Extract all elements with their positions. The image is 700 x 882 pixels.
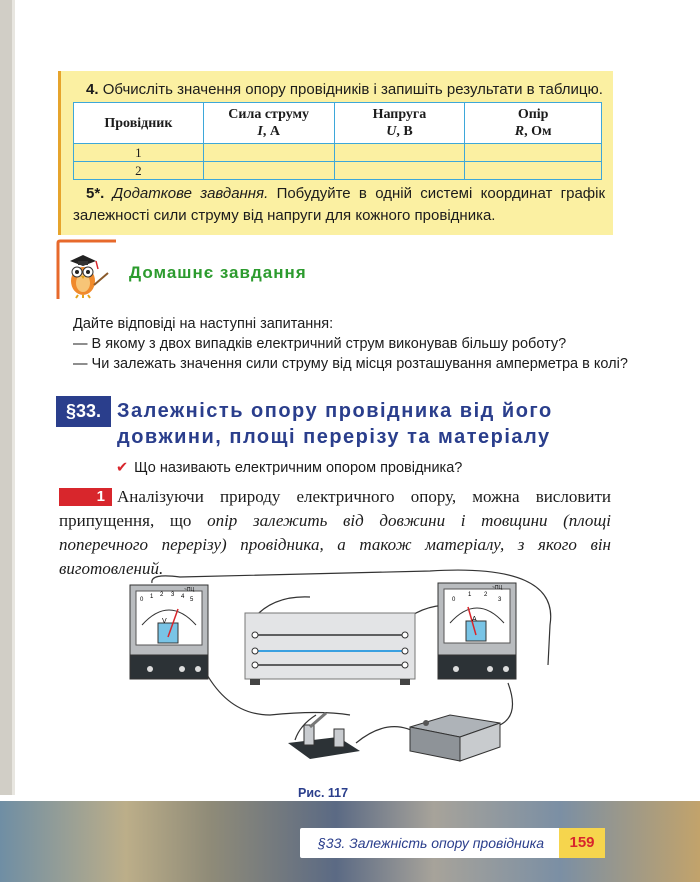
scale-tick-label: 4 [181, 594, 185, 600]
owl-teacher-icon [56, 239, 118, 301]
running-footer-title: §33. Залежність опору провідника [318, 835, 545, 851]
battery-icon [410, 715, 500, 761]
ammeter-letter: A [472, 616, 477, 623]
table-cell [203, 162, 334, 180]
scale-tick-label: 1 [468, 592, 472, 598]
table-cell [465, 144, 602, 162]
task-4-text: Обчисліть значення опору провідників і запишіть результати в таблицю. [102, 81, 603, 98]
switch-icon [288, 713, 360, 759]
homework-question: — В якому з двох випадків електричний струм виконував більшу роботу? [73, 336, 567, 352]
scale-tick-label: 2 [160, 592, 164, 598]
table-cell [465, 162, 602, 180]
paragraph-1-text: Аналізуючи природу електричного опору, можна висловити припущення, що [59, 487, 611, 530]
scale-unit-mark: ~ПЦ [184, 587, 195, 593]
scale-tick-label: 5 [190, 597, 194, 603]
section-title-line: Залежність опору провідника від його [117, 400, 553, 422]
ammeter-icon [438, 583, 516, 679]
section-title [117, 398, 617, 450]
task-4-number: 4. [86, 81, 99, 98]
scale-tick-label: 2 [484, 592, 488, 598]
scale-unit-mark: ~ПЦ [492, 585, 503, 591]
conductor-board-icon [245, 613, 415, 685]
header-resistance: Опір R, Ом [465, 103, 602, 144]
table-cell [334, 144, 465, 162]
task-5-lead: Додаткове завдання. [112, 185, 269, 202]
table-row [74, 162, 602, 180]
left-margin-band-light [12, 0, 15, 795]
page-number: 159 [569, 834, 595, 851]
voltmeter-icon [130, 585, 208, 679]
homework-text [73, 314, 633, 374]
header-conductor: Провідник [74, 103, 204, 144]
task-5 [73, 183, 605, 227]
homework-title: Домашнє завдання [129, 263, 307, 282]
scale-tick-label: 3 [171, 592, 175, 598]
header-voltage: Напруга U, В [334, 103, 465, 144]
table-cell: 1 [74, 144, 204, 162]
task-5-number: 5*. [86, 185, 105, 202]
task-4 [86, 81, 606, 99]
results-table [73, 102, 602, 180]
task-box [58, 71, 613, 235]
guiding-question-text: Що називають електричним опором провідника? [134, 460, 463, 476]
scale-tick-label: 0 [140, 597, 144, 603]
header-current: Сила струму I, А [203, 103, 334, 144]
table-cell [334, 162, 465, 180]
table-cell: 2 [74, 162, 204, 180]
circuit-figure [120, 565, 560, 775]
scale-tick-label: 3 [498, 597, 502, 603]
guiding-question [116, 460, 462, 476]
homework-intro: Дайте відповіді на наступні запитання: [73, 316, 334, 332]
section-badge: §33. [56, 396, 111, 427]
task-5-text: Побудуйте в одній системі координат графік залежності сили струму від напруги для кожного провідника. [73, 185, 606, 224]
homework-question: — Чи залежать значення сили струму від місця розташування амперметра в колі? [73, 356, 628, 372]
voltmeter-letter: V [162, 618, 167, 625]
table-cell [203, 144, 334, 162]
figure-caption: Рис. 117 [298, 786, 349, 800]
scale-tick-label: 1 [150, 594, 154, 600]
paragraph-1-emphasis: опір залежить від довжини і товщини (площі поперечного перерізу) провідника, а також матеріалу, з якого він виготовлений. [59, 511, 611, 578]
section-title-line: довжини, площі перерізу та матеріалу [117, 426, 551, 448]
checkmark-icon: ✔ [116, 460, 129, 476]
scale-tick-label: 0 [452, 597, 456, 603]
paragraph-number-badge: 1 [59, 488, 112, 506]
table-row [74, 144, 602, 162]
left-margin-band [0, 0, 12, 795]
